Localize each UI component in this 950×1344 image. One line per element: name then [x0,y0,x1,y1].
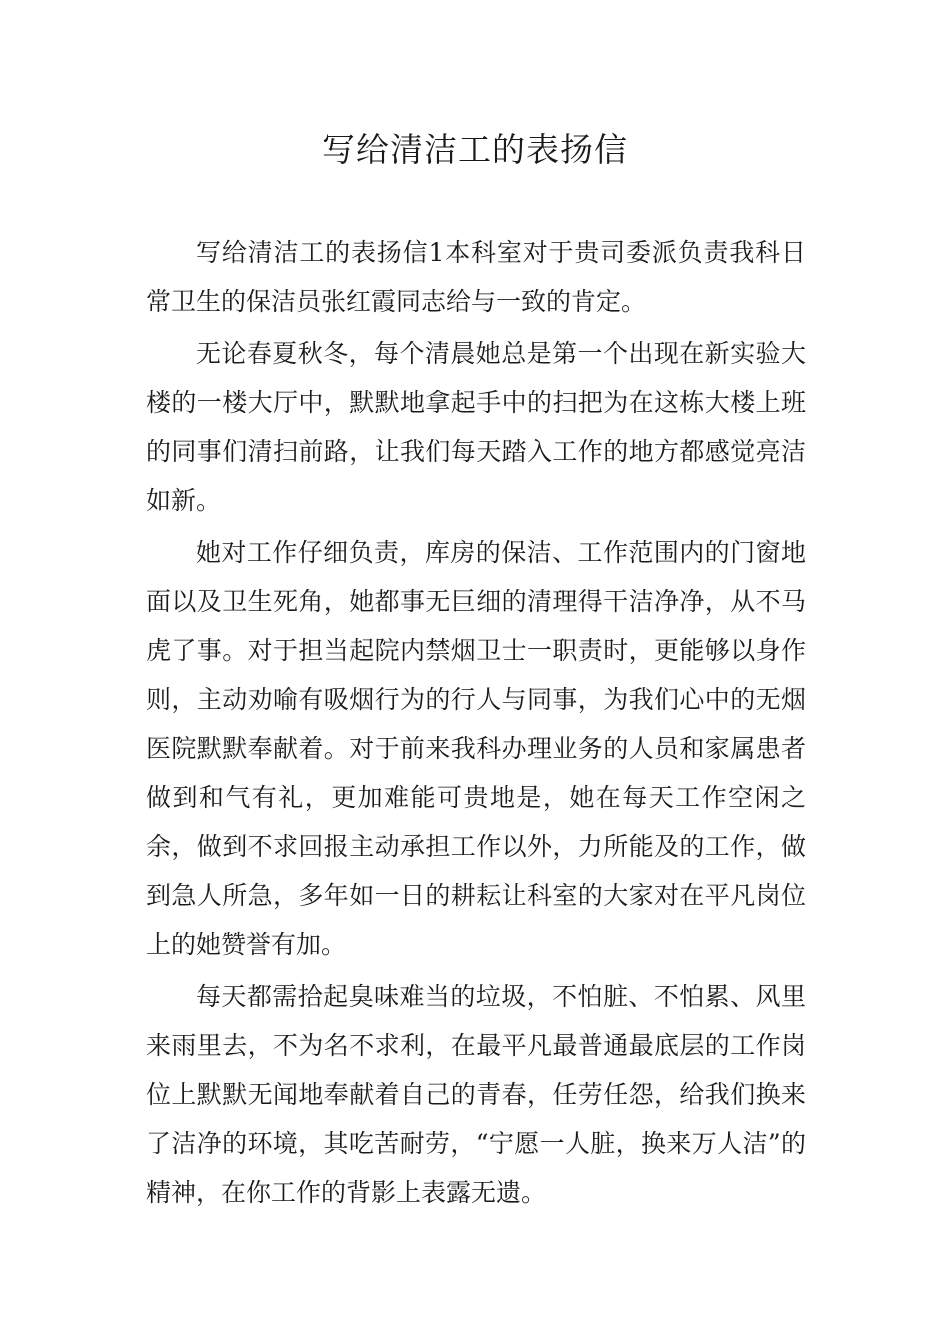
document-body [146,228,806,1220]
paragraph-4: 每天都需拾起臭味难当的垃圾，不怕脏、不怕累、风里来雨里去，不为名不求利，在最平凡最普通最底层的工作岗位上默默无闻地奉献着自己的青春，任劳任怨，给我们换来了洁净的环境，其吃苦耐劳，“宁愿一人脏，换来万人洁”的精神，在你工作的背影上表露无遗。 [146,982,806,1207]
paragraph-1: 写给清洁工的表扬信1本科室对于贵司委派负责我科日常卫生的保洁员张红霞同志给与一致的肯定。 [146,238,806,316]
paragraph-2: 无论春夏秋冬，每个清晨她总是第一个出现在新实验大楼的一楼大厅中，默默地拿起手中的扫把为在这栋大楼上班的同事们清扫前路，让我们每天踏入工作的地方都感觉亮洁如新。 [146,339,806,515]
paragraph-3: 她对工作仔细负责，库房的保洁、工作范围内的门窗地面以及卫生死角，她都事无巨细的清理得干洁净净，从不马虎了事。对于担当起院内禁烟卫士一职责时，更能够以身作则，主动劝喻有吸烟行为的行人与同事，为我们心中的无烟医院默默奉献着。对于前来我科办理业务的人员和家属患者做到和气有礼，更加难能可贵地是，她在每天工作空闲之余，做到不求回报主动承担工作以外，力所能及的工作，做到急人所急，多年如一日的耕耘让科室的大家对在平凡岗位上的她赞誉有加。 [146,538,806,959]
document-title: 写给清洁工的表扬信 [322,130,628,169]
